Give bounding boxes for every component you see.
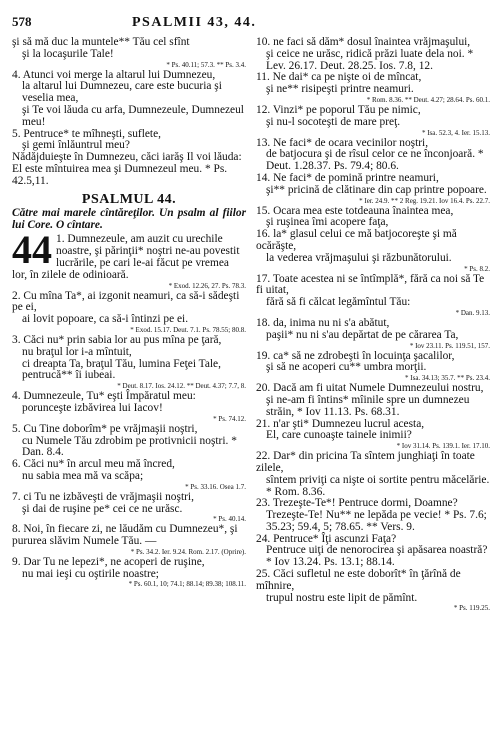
verse-line: 2. Cu mîna Ta*, ai izgonit neamuri, ca să-i sădeşti pe ei,: [12, 289, 240, 314]
verse-line: ai lovit popoare, ca să-i întinzi pe ei.: [22, 313, 189, 326]
running-title: PSALMII 43, 44.: [132, 15, 257, 30]
verse-line: pentrucă** îi iubeai.: [22, 369, 116, 382]
verse-line: de batjocura şi de rîsul celor ce ne înconjoară. * Deut. 1.28.37. Ps. 79.4; 80.6.: [266, 148, 484, 173]
cross-reference: * Isa. 52.3, 4. Ier. 15.13.: [421, 128, 490, 137]
verse-line: 3. Căci nu* prin sabia lor au pus mîna pe ţară,: [12, 333, 222, 346]
page-header: [12, 14, 490, 31]
verse-line: fără să fi călcat legămîntul Tău:: [266, 296, 411, 309]
verse-line: Pentruce uiţi de nenorocirea şi apăsarea noastră? * Iov 13.24. Ps. 13.1; 88.14.: [266, 544, 488, 569]
verse-line: 10. ne faci să dăm* dosul înaintea vrăjmaşului,: [256, 36, 471, 48]
verse-line: 5. Pentruce* te mîhneşti, suflete,: [12, 127, 161, 140]
verse-line: şi să ne acoperi cu** umbra morţii.: [266, 361, 427, 374]
verse-line: şi dai de ruşine pe* cei ce ne urăsc.: [22, 502, 183, 515]
verse-line: 4. Atunci voi merge la altarul lui Dumnezeu,: [12, 68, 216, 81]
verse-line: 16. la* glasul celui ce mă batjocoreşte şi mă ocărăşte,: [256, 228, 457, 252]
text-columns: [12, 37, 490, 613]
cross-reference: * Ps. 119.25.: [453, 604, 490, 613]
verse-line: 15. Ocara mea este totdeauna înaintea mea,: [256, 204, 454, 217]
cross-reference: * Ps. 33.16. Osea 1.7.: [185, 482, 246, 491]
verse-line: El este mîntuirea mea şi Dumnezeul meu. * Ps. 42.5,11.: [12, 162, 228, 187]
verse-line: şi la locaşurile Tale!: [22, 47, 114, 60]
verse-line: şi** pricină de clătinare din cap printre popoare.: [266, 183, 487, 196]
verse-line: şi Te voi lăuda cu arfa, Dumnezeule, Dumnezeul meu!: [22, 103, 244, 128]
cross-reference: * Iov 31.14. Ps. 139.1. Ier. 17.10.: [396, 442, 490, 451]
cross-reference: * Isa. 34.13; 35.7. ** Ps. 23.4.: [405, 374, 490, 383]
verse-line: şi ruşinea îmi acopere faţa,: [266, 216, 389, 229]
verse-line: la altarul lui Dumnezeu, care este bucuria şi veselia mea,: [22, 80, 222, 105]
cross-reference: * Rom. 8.36. ** Deut. 4.27; 28.64. Ps. 60.1.: [366, 95, 490, 104]
verse-line: 8. Noi, în fiecare zi, ne lăudăm cu Dumnezeu*, şi pururea slăvim Numele Tău. —: [12, 523, 238, 548]
cross-reference: * Ps. 40.11; 57.3. ** Ps. 3.4.: [166, 60, 246, 69]
page-number: 578: [12, 14, 32, 29]
verse-line: şi să mă duc la muntele** Tău cel sfînt: [12, 36, 190, 48]
verse-line: 13. Ne faci* de ocara vecinilor noştri,: [256, 136, 429, 149]
cross-reference: * Exod. 12.26, 27. Ps. 78.3.: [168, 281, 246, 290]
verse-line: Trezeşte-Te! Nu** ne lepăda pe vecie! * Ps. 7.6; 35.23; 59.4, 5; 78.65. ** Vers. 9.: [266, 509, 487, 533]
verse-line: 14. Ne faci* de pomină printre neamuri,: [256, 171, 439, 184]
verse-line: 23. Trezeşte-Te*! Pentruce dormi, Doamne?: [256, 497, 458, 510]
left-column: [12, 37, 246, 613]
verse-line: 24. Pentruce* Îţi ascunzi Faţa?: [256, 532, 397, 545]
verse-line: 12. Vinzi* pe poporul Tău pe nimic,: [256, 103, 421, 116]
cross-reference: * Iov 23.11. Ps. 119.51, 157.: [409, 341, 490, 350]
verse-line: şi ne-am fi întins* mîinile spre un dumnezeu străin, * Iov 11.13. Ps. 68.31.: [266, 393, 470, 418]
verse-line: 11. Ne dai* ca pe nişte oi de mîncat,: [256, 71, 422, 84]
cross-reference: * Ps. 8.2.: [464, 264, 490, 273]
verse-line: nu sabia mea mă va scăpa;: [22, 469, 144, 482]
verse-line: Nădăjduieşte în Dumnezeu, căci iarăş Il voi lăuda:: [12, 151, 242, 164]
verse-line: şi nu-l socoteşti de mare preţ.: [266, 115, 401, 128]
verse-line: 19. ca* să ne zdrobeşti în locuinţa şacalilor,: [256, 349, 455, 362]
verse-line: 4. Dumnezeule, Tu* eşti Împăratul meu:: [12, 390, 196, 403]
verse-line: 6. Căci nu* în arcul meu mă încred,: [12, 458, 175, 471]
cross-reference: * Exod. 15.17. Deut. 7.1. Ps. 78.55; 80.8.: [130, 325, 246, 334]
cross-reference: * Ps. 74.12.: [213, 414, 246, 423]
cross-reference: * Ps. 60.1, 10; 74.1; 88.14; 89.38; 108.11.: [128, 580, 246, 589]
cross-reference: * Dan. 9.13.: [455, 308, 490, 317]
verse-line: 20. Dacă am fi uitat Numele Dumnezeului nostru,: [256, 382, 484, 395]
verse-line: 5. Cu Tine doborîm* pe vrăjmaşii noştri,: [12, 422, 198, 435]
psalm-superscription: Către mai marele cîntăreţilor. Un psalm al fiilor lui Core. O cîntare.: [12, 207, 246, 232]
cross-reference: * Deut. 8.17. Ios. 24.12. ** Deut. 4.37; 7.7, 8.: [117, 382, 246, 391]
verse-line: 7. ci Tu ne izbăveşti de vrăjmaşii noştri,: [12, 490, 194, 503]
verse-line: El, care cunoaşte tainele inimii?: [266, 429, 412, 442]
verse-line: nu braţul lor i-a mîntuit,: [22, 345, 132, 358]
verse-line: 21. n'ar şti* Dumnezeu lucrul acesta,: [256, 417, 425, 430]
verse-line: nu mai ieşi cu oştirile noastre;: [22, 567, 159, 580]
right-column: [256, 37, 490, 613]
verse-line: şi ne** risipeşti printre neamuri.: [266, 83, 414, 96]
verse-with-drop-cap: [12, 227, 246, 281]
verse-line: 22. Dar* din pricina Ta sîntem junghiaţi în toate zilele,: [256, 450, 475, 474]
verse-line: 25. Căci sufletul ne este doborît* în ţărînă de mîhnire,: [256, 568, 461, 592]
drop-cap-number: 44: [12, 227, 52, 273]
psalm-heading: PSALMUL 44.: [81, 191, 177, 207]
cross-reference: * Ps. 40.14.: [213, 515, 246, 524]
verse-line: şi gemi înlăuntrul meu?: [22, 139, 130, 152]
verse-text: 1. Dumnezeule, am auzit cu urechile noastre, şi părinţii* noştri ne-au povestit lucrările, pe cari le-ai făcut pe vremea lor, în zilele de odinioară.: [12, 233, 240, 281]
verse-line: 18. da, inima nu ni s'a abătut,: [256, 316, 390, 329]
cross-reference: * Ier. 24.9. ** 2 Reg. 19.21. Iov 16.4. Ps. 22.7.: [359, 196, 490, 205]
verse-line: trupul nostru este lipit de pămînt.: [266, 591, 418, 604]
verse-line: 9. Dar Tu ne lepezi*, ne acoperi de ruşine,: [12, 555, 205, 568]
verse-line: 17. Toate acestea ni se întîmplă*, fără ca noi să Te fi uitat,: [256, 272, 485, 297]
verse-line: şi ceice ne urăsc, ridică prăzi luate dela noi. * Lev. 26.17. Deut. 28.25. Ios. 7.8, 12.: [266, 47, 474, 72]
verse-line: ci dreapta Ta, braţul Tău, lumina Feţei Tale,: [22, 357, 221, 370]
cross-reference: * Ps. 34.2. Ier. 9.24. Rom. 2.17. (Oprire).: [130, 547, 246, 556]
verse-line: sîntem priviţi ca nişte oi sortite pentru măcelărie. * Rom. 8.36.: [266, 473, 490, 498]
verse-line: cu Numele Tău zdrobim pe protivnicii noştri. * Dan. 8.4.: [22, 434, 237, 459]
verse-line: paşii* nu ni s'au depărtat de pe cărarea Ta,: [266, 328, 459, 341]
verse-line: porunceşte izbăvirea lui Iacov!: [22, 401, 163, 414]
verse-line: la vederea vrăjmaşului şi răzbunătorului.: [266, 251, 452, 264]
